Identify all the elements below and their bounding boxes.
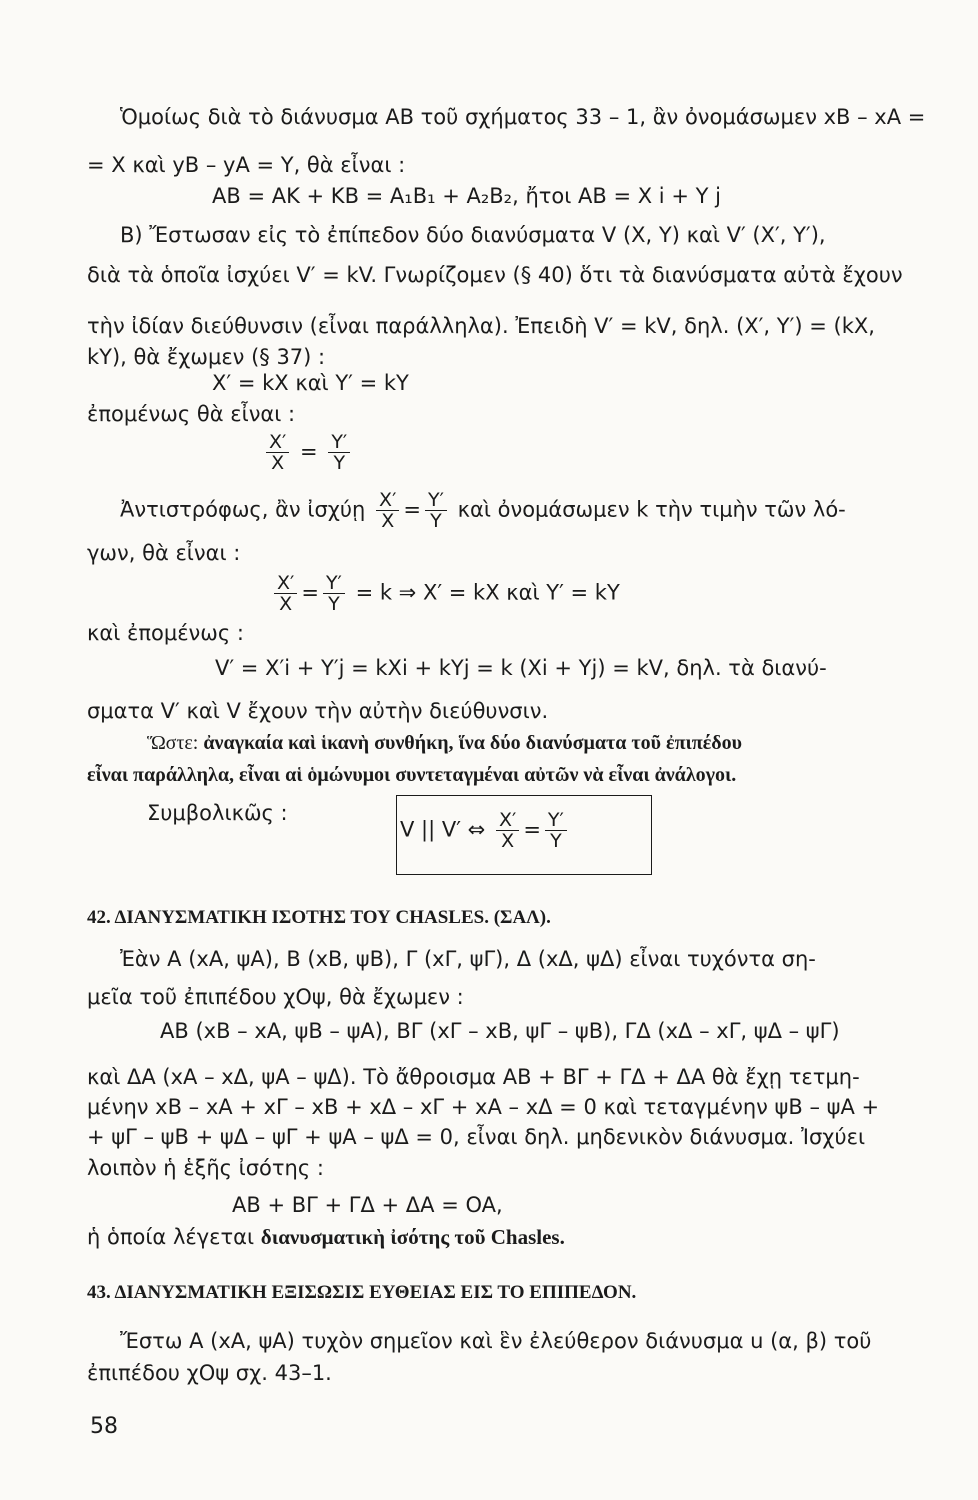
text-line-24: καὶ ΔA (xA – xΔ, ψA – ψΔ). Τὸ ἄθροισμα AB + BΓ + ΓΔ + ΔA θὰ ἔχῃ τετμη-	[87, 1065, 860, 1089]
section-heading-42: 42. ΔΙΑΝΥΣΜΑΤΙΚΗ ΙΣΟΤΗΣ ΤΟΥ CHASLES. (ΣΑΛ).	[87, 907, 551, 928]
text-line-converse: Ἀντιστρόφως, ἂν ἰσχύῃ $\frac{X'}{X}$ = $\frac{Y'}{Y}$ καὶ ὀνομάσωμεν k τὴν τιμὴν τῶν λό-	[120, 489, 846, 532]
text-line-27: λοιπὸν ἡ ἑξῆς ἰσότης :	[87, 1156, 324, 1180]
section-heading-43: 43. ΔΙΑΝΥΣΜΑΤΙΚΗ ΕΞΙΣΩΣΙΣ ΕΥΘΕΙΑΣ ΕΙΣ ΤΟ ΕΠΙΠΕΔΟΝ.	[87, 1282, 637, 1303]
text-line-5: διὰ τὰ ὁποῖα ἰσχύει V′ = kV. Γνωρίζομεν (§ 40) ὅτι τὰ διανύσματα αὐτὰ ἔχουν	[87, 263, 903, 287]
text-line-31: Ἔστω A (xA, ψA) τυχὸν σημεῖον καὶ ἓν ἐλεύθερον διάνυσμα u (α, β) τοῦ	[120, 1329, 872, 1353]
equation-ratio-k: $\frac{X'}{X}$ = $\frac{Y'}{Y}$ = k ⇒ X′ = kX καὶ Y′ = kY	[270, 573, 620, 614]
page-number: 58	[90, 1414, 118, 1439]
equation-vprime: V′ = X′i + Y′j = kXi + kYj = k (Xi + Yj) = kV, δηλ. τὰ διανύ-	[215, 656, 827, 680]
fraction-x: $\frac{X'}{X}$	[266, 432, 289, 473]
text-line-13: καὶ ἐπομένως :	[87, 621, 244, 645]
text-line-6: τὴν ἰδίαν διεύθυνσιν (εἶναι παράλληλα). Ἐπειδὴ V′ = kV, δηλ. (X′, Y′) = (kX,	[87, 314, 875, 338]
fraction-x: $\frac{X'}{X}$	[274, 573, 297, 614]
fraction-y: $\frac{Y'}{Y}$	[545, 810, 567, 851]
text-line-1: Ὁμοίως διὰ τὸ διάνυσμα AB τοῦ σχήματος 33 – 1, ἂν ὀνομάσωμεν xB – xA =	[120, 105, 926, 129]
equation-ratio-1: $\frac{X'}{X}$ = $\frac{Y'}{Y}$	[262, 432, 354, 473]
fraction-y: $\frac{Y'}{Y}$	[425, 490, 447, 531]
theorem-line-2: εἶναι παράλληλα, εἶναι αἱ ὁμώνυμοι συντεταγμέναι αὐτῶν νὰ εἶναι ἀνάλογοι.	[87, 764, 737, 786]
equation-components: AB (xB – xA, ψB – ψA), BΓ (xΓ – xB, ψΓ – ψB), ΓΔ (xΔ – xΓ, ψΔ – ψΓ)	[160, 1019, 840, 1043]
text-symbolically: Συμβολικῶς :	[147, 801, 288, 825]
equation-kx-ky: X′ = kX καὶ Y′ = kY	[212, 371, 409, 395]
fraction-x: $\frac{X'}{X}$	[496, 810, 519, 851]
fraction-x: $\frac{X'}{X}$	[376, 490, 399, 531]
fraction-y: $\frac{Y'}{Y}$	[323, 573, 345, 614]
text-chasles-name: ἡ ὁποία λέγεται διανυσματικὴ ἰσότης τοῦ Chasles.	[87, 1225, 565, 1249]
text-line-11: γων, θὰ εἶναι :	[87, 541, 241, 565]
text-line-26: + ψΓ – ψB + ψΔ – ψΓ + ψA – ψΔ = 0, εἶναι δηλ. μηδενικὸν διάνυσμα. Ἰσχύει	[87, 1125, 866, 1149]
equation-chasles: AB + BΓ + ΓΔ + ΔA = OA,	[232, 1193, 503, 1217]
fraction-y: $\frac{Y'}{Y}$	[328, 432, 350, 473]
text-line-b: Β) Ἔστωσαν εἰς τὸ ἐπίπεδον δύο διανύσματα V (X, Y) καὶ V′ (X′, Y′),	[120, 223, 826, 247]
text-line-15: σματα V′ καὶ V ἔχουν τὴν αὐτὴν διεύθυνσιν.	[87, 699, 549, 723]
text-line-2: = X καὶ yB – yA = Y, θὰ εἶναι :	[87, 153, 406, 177]
equation-parallel: V || V′ ⇔ $\frac{X'}{X}$ = $\frac{Y'}{Y}$	[400, 810, 571, 851]
text-line-25: μένην xB – xA + xΓ – xB + xΔ – xΓ + xA – xΔ = 0 καὶ τεταγμένην ψB – ψA +	[87, 1095, 880, 1119]
text-line-7: kY), θὰ ἔχωμεν (§ 37) :	[87, 345, 326, 369]
theorem-line-1: Ὥστε: ἀναγκαία καὶ ἱκανὴ συνθήκη, ἵνα δύο διανύσματα τοῦ ἐπιπέδου	[147, 732, 743, 754]
text-line-32: ἐπιπέδου χΟψ σχ. 43–1.	[87, 1361, 332, 1385]
text-line-21: Ἐὰν A (xA, ψA), B (xB, ψB), Γ (xΓ, ψΓ), Δ (xΔ, ψΔ) εἶναι τυχόντα ση-	[120, 947, 816, 971]
text-line-22: μεῖα τοῦ ἐπιπέδου χΟψ, θὰ ἔχωμεν :	[87, 985, 464, 1009]
equation-ab-decomposition: AB = AK + KB = A₁B₁ + A₂B₂, ἤτοι AB = X i + Y j	[212, 184, 721, 208]
text-line-9: ἐπομένως θὰ εἶναι :	[87, 402, 296, 426]
